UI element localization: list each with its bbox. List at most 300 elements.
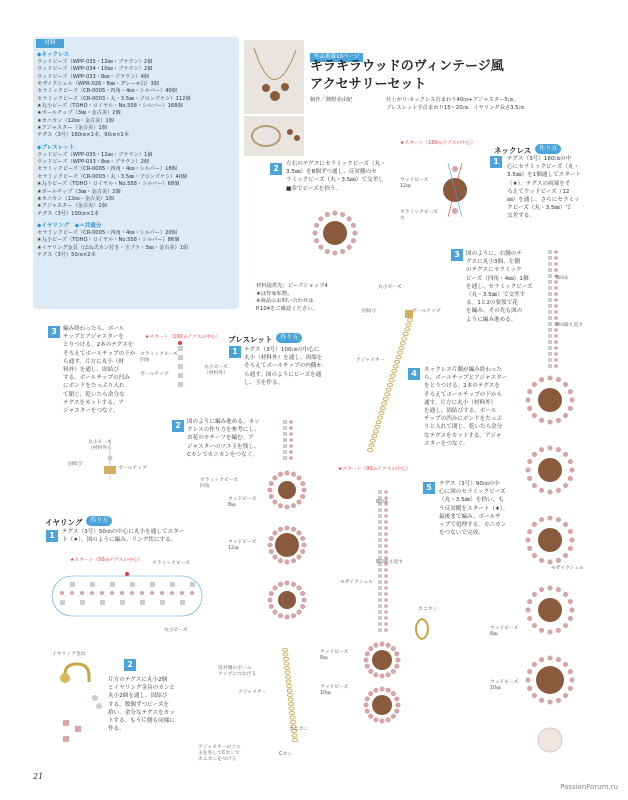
necklace-step4-text: ネックレス片側が編み終わった ら、ボールチップとアジャスター をとりつける。2本のテグスを そろえてボールチップの下から 通す。片方に丸小（材料外） を通し、固結びする。ボール チップの凹みにボンドをたっぷ りと入れて閉じ、乾いたら余分 なテグスをカットする。アジャ スターをつなぐ。	[424, 367, 508, 447]
ceramic-square-bead	[70, 582, 75, 587]
ceramic-round-bead	[351, 238, 356, 243]
ceramic-round-bead	[568, 476, 573, 481]
ceramic-round-bead	[556, 418, 561, 423]
bracelet-step1-number: 1	[229, 346, 241, 358]
ceramic-round-bead	[364, 658, 369, 663]
ceramic-round-bead	[570, 468, 575, 473]
wood-bead	[536, 666, 564, 694]
ceramic-round-bead	[532, 452, 537, 457]
label-maru-sho-step3: 丸小ビーズ （材料外）	[88, 440, 112, 451]
ceramic-round-bead	[526, 678, 531, 683]
necklace-step1-text: テグス（3号）160㎝の中 心にセラミックビーズ（丸・ 3.5㎜）を1個通してスタート （★）。テグスの両端をそ ろえてウッドビーズ（12 ㎜）を通し、さらにセラミッ クビーズ（丸・3.5㎜）で 交差する。	[507, 156, 581, 220]
lobster-clasp-icon	[412, 615, 432, 643]
seed-bead	[554, 286, 558, 290]
ceramic-round-bead	[347, 217, 352, 222]
ceramic-round-bead	[268, 543, 273, 548]
ceramic-square-bead	[548, 340, 552, 344]
ceramic-round-bead	[394, 709, 399, 714]
ceramic-round-bead	[563, 553, 568, 558]
start-marker	[178, 341, 182, 345]
ceramic-round-bead	[374, 672, 379, 677]
ceramic-round-bead	[563, 693, 568, 698]
seed-bead	[289, 456, 293, 460]
chain-link	[378, 416, 383, 419]
materials-panel	[33, 37, 239, 309]
seed-bead	[384, 508, 388, 512]
seed-bead	[384, 568, 388, 572]
label-wood8-mid: ウッドビーズ 8㎜	[320, 650, 349, 661]
chain-link	[389, 379, 394, 382]
chain-link	[403, 332, 408, 335]
materials-list	[37, 51, 237, 259]
wood-bead	[538, 458, 562, 482]
ceramic-round-bead	[568, 529, 573, 534]
chain-link	[399, 346, 404, 349]
necklace-step4-number: 4	[408, 368, 420, 380]
label-wood12-brace: ウッドビーズ 12㎜	[228, 540, 257, 551]
bracelet-title: ブレスレット	[228, 335, 273, 344]
ceramic-square-bead	[178, 382, 183, 387]
ceramic-round-bead	[563, 592, 568, 597]
ceramic-round-bead	[570, 678, 575, 683]
seed-bead	[160, 591, 164, 595]
seed-bead	[554, 292, 558, 296]
chain-link	[382, 402, 387, 405]
ceramic-round-bead	[268, 488, 273, 493]
seed-bead	[289, 450, 293, 454]
ceramic-square-bead	[378, 628, 382, 632]
material-line: モザイクシェル（WPR-026・8㎜・グレー×白）3個	[37, 81, 159, 88]
ceramic-round-bead	[365, 664, 370, 669]
ceramic-round-bead	[273, 610, 278, 615]
ceramic-round-bead	[300, 604, 305, 609]
label-tsuyu: アジャスターのツユ 玉を外してCカンで カニカンをつける	[198, 745, 241, 762]
adjuster-chain-diagram	[350, 300, 430, 470]
chain-link	[385, 393, 390, 396]
seed-bead	[384, 544, 388, 548]
material-line: テグス（3号）160㎝×1本、90㎝×1本	[37, 132, 129, 139]
chain-link	[369, 444, 374, 447]
seed-bead	[384, 514, 388, 518]
ceramic-round-bead	[532, 662, 537, 667]
seed-bead	[554, 262, 558, 266]
ceramic-round-bead	[300, 494, 305, 499]
ceramic-round-bead	[568, 546, 573, 551]
ceramic-round-bead	[548, 490, 553, 495]
ceramic-round-bead	[532, 623, 537, 628]
ceramic-round-bead	[313, 231, 318, 236]
ceramic-round-bead	[548, 420, 553, 425]
ceramic-round-bead	[563, 623, 568, 628]
necklace-materials-head: ◆ネックレス	[37, 52, 70, 58]
ceramic-square-bead	[283, 432, 287, 436]
ceramic-square-bead	[378, 508, 382, 512]
ceramic-round-bead	[394, 664, 399, 669]
ceramic-square-bead	[378, 490, 382, 494]
ceramic-round-bead	[568, 459, 573, 464]
ceramic-round-bead	[568, 686, 573, 691]
ceramic-square-bead	[548, 310, 552, 314]
chain-link	[283, 648, 288, 651]
ceramic-round-bead	[563, 452, 568, 457]
seed-bead	[170, 591, 174, 595]
bracelet-howto-tag: 作り方	[276, 333, 302, 343]
ceramic-round-bead	[374, 688, 379, 693]
ceramic-round-bead	[556, 657, 561, 662]
ceramic-square-bead	[378, 520, 382, 524]
ceramic-square-bead	[60, 600, 65, 605]
bracelet-materials-head: ◆ブレスレット	[37, 144, 75, 151]
ceramic-round-bead	[269, 549, 274, 554]
chain-link	[396, 356, 401, 359]
ceramic-round-bead	[291, 472, 296, 477]
earring-step2-number: 2	[124, 659, 136, 671]
ceramic-round-bead	[368, 646, 373, 651]
ceramic-round-bead	[278, 472, 283, 477]
ceramic-square-bead	[378, 514, 382, 518]
chain-link	[370, 439, 375, 442]
ceramic-square-bead	[548, 274, 552, 278]
chain-link	[293, 738, 298, 741]
chain-link	[287, 684, 292, 687]
chain-link	[390, 374, 395, 377]
material-line: ウッドビーズ（WPP-033・8㎜・ブラウン）4個	[37, 73, 150, 80]
ceramic-square-bead	[548, 346, 552, 350]
chain-link	[285, 671, 290, 674]
ceramic-square-bead	[378, 604, 382, 608]
ceramic-square-bead	[548, 280, 552, 284]
ceramic-square-bead	[548, 322, 552, 326]
ceramic-round-bead	[285, 560, 290, 565]
material-line: ★ボールチップ（3㎜・金古美）2個	[37, 110, 121, 117]
ceramic-square-bead	[190, 582, 195, 587]
material-line: セラミックビーズ（CR-0003・丸・3.5㎜・ブロンズケシ）112個	[37, 95, 191, 102]
ceramic-round-bead	[527, 546, 532, 551]
earring-materials	[37, 230, 237, 259]
chain-link	[400, 342, 405, 345]
chain-link	[408, 318, 413, 321]
ceramic-round-bead	[380, 674, 385, 679]
chain-link	[283, 653, 288, 656]
wood-bead	[278, 481, 296, 499]
ceramic-round-bead	[273, 555, 278, 560]
bracelet-strand-diagram	[265, 420, 315, 760]
label-musubi-step3: 固結び	[68, 462, 83, 467]
ceramic-round-bead	[351, 223, 356, 228]
label-mosaic-right: モザイクシェル	[551, 566, 585, 571]
ceramic-round-bead	[548, 656, 553, 661]
chain-link	[287, 689, 292, 692]
ceramic-round-bead	[396, 658, 401, 663]
seed-bead	[384, 622, 388, 626]
seed-bead	[150, 591, 154, 595]
wood-bead	[372, 650, 392, 670]
ceramic-round-bead	[556, 698, 561, 703]
ceramic-square-bead	[378, 538, 382, 542]
ceramic-square-bead	[100, 600, 105, 605]
label-ballchip-brace: ボールチップ	[140, 372, 169, 377]
ceramic-square-bead	[178, 355, 183, 360]
label-kanikan-brace: カニカン	[289, 727, 309, 732]
ceramic-round-bead	[570, 608, 575, 613]
ceramic-round-bead	[269, 481, 274, 486]
seed-bead	[384, 598, 388, 602]
bracelet-start-label: ★スタート（100㎝テグスの中心）	[145, 335, 221, 340]
ceramic-round-bead	[314, 223, 319, 228]
ceramic-round-bead	[325, 212, 330, 217]
label-wood12: ウッドビーズ 12㎜	[400, 178, 429, 189]
seed-bead	[554, 340, 558, 344]
ceramic-square-bead	[160, 600, 165, 605]
ceramic-round-bead	[568, 406, 573, 411]
chain-link	[379, 411, 384, 414]
ceramic-square-bead	[378, 544, 382, 548]
material-line: テグス（3号）100㎝×1本	[37, 210, 100, 217]
necklace-step3-number: 3	[451, 249, 463, 261]
chain-link	[285, 666, 290, 669]
ceramic-round-bead	[273, 586, 278, 591]
seed-bead	[554, 298, 558, 302]
necklace-step2-text: 左右のテグスにセラミックビーズ（丸・ 3.5㎜）を8個ずつ通し、反対側のセ ラミックビーズ（丸・3.5㎜）で交差し ■金でビーズを拾う。	[286, 161, 386, 192]
ceramic-round-bead	[340, 249, 345, 254]
ceramic-round-bead	[319, 245, 324, 250]
seed-bead	[190, 591, 194, 595]
chain-link	[392, 369, 397, 372]
ceramic-round-bead	[269, 536, 274, 541]
ceramic-round-bead	[291, 527, 296, 532]
seed-bead	[289, 444, 293, 448]
ceramic-square-bead	[548, 334, 552, 338]
label-maru-sho-brace: 丸小ビーズ （材料外）	[204, 365, 228, 376]
ceramic-square-bead	[90, 582, 95, 587]
ceramic-round-bead	[527, 529, 532, 534]
label-wood8-brace: ウッドビーズ 8㎜	[228, 497, 257, 508]
ceramic-round-bead	[568, 669, 573, 674]
ceramic-round-bead	[391, 646, 396, 651]
ceramic-round-bead	[394, 697, 399, 702]
ceramic-round-bead	[527, 406, 532, 411]
ceramic-round-bead	[532, 522, 537, 527]
ceramic-round-bead	[368, 669, 373, 674]
ceramic-round-bead	[563, 483, 568, 488]
ceramic-round-bead	[278, 558, 283, 563]
ceramic-square-bead	[140, 600, 145, 605]
label-kanikan-mid: カニカン	[418, 607, 438, 612]
feature-tag-label: 作品掲載10ページ	[310, 53, 363, 62]
ceramic-round-bead	[365, 697, 370, 702]
chain-link	[292, 734, 297, 737]
ceramic-round-bead	[285, 615, 290, 620]
ceramic-square-bead	[178, 346, 183, 351]
ceramic-round-bead	[291, 503, 296, 508]
material-line: ★丸小ビーズ（TOHO・ロイヤル・No.558・シルバー）68個	[37, 181, 180, 188]
ceramic-round-bead	[527, 459, 532, 464]
mosaic-shell-bead	[538, 728, 562, 752]
necklace-step2-number: 2	[270, 163, 282, 175]
ceramic-square-bead	[283, 420, 287, 424]
label-adjuster-brace: アジャスター	[238, 690, 267, 695]
ceramic-round-bead	[302, 598, 307, 603]
seed-bead	[140, 591, 144, 595]
chain-link	[288, 698, 293, 701]
start-marker	[125, 572, 129, 576]
chain-link	[388, 383, 393, 386]
ceramic-round-bead	[563, 413, 568, 418]
bracelet-step3-number: 3	[48, 326, 60, 338]
seed-bead	[554, 352, 558, 356]
seed-bead	[80, 591, 84, 595]
ceramic-round-bead	[291, 582, 296, 587]
label-wood10-mid: ウッドビーズ 10㎜	[320, 685, 349, 696]
ceramic-round-bead	[273, 531, 278, 536]
earring-step2-text: 片方のテグスに丸小2個 とイヤリング金具のカンと 丸小2個を通し、固結び する。数個ずつビーズを 拾い、余分なテグスをカッ トする。もう片側も同様に 作る。	[108, 677, 176, 733]
seed-bead	[289, 438, 293, 442]
label-ballchip-neck: ボールチップ	[412, 309, 441, 314]
ceramic-round-bead	[570, 398, 575, 403]
ceramic-square-bead	[283, 456, 287, 460]
seed-bead	[554, 256, 558, 260]
label-ball-end: 反対側のボール チップにつなげる	[218, 666, 257, 677]
ceramic-round-bead	[568, 389, 573, 394]
ceramic-round-bead	[365, 652, 370, 657]
finished-size: 仕上がり:ネックレス首まわり40㎝+アジャスター5㎝、 ブレスレット手首まわり15～20㎝、イヤリング長さ3.5㎝	[386, 97, 524, 111]
ceramic-round-bead	[300, 481, 305, 486]
material-line: ★丸小ビーズ（TOHO・ロイヤル・No.558・シルバー）168個	[37, 103, 183, 110]
earring-howto-tag: 作り方	[86, 516, 112, 526]
chain-link	[290, 716, 295, 719]
ceramic-round-bead	[526, 468, 531, 473]
ceramic-round-bead	[539, 587, 544, 592]
label-maru-sho-neck: 丸小ビーズ	[378, 285, 402, 290]
necklace-start90-label: ★スタート（90㎝テグスの中心）	[338, 467, 411, 472]
seed-bead	[384, 610, 388, 614]
material-line: ★カニカン（12㎜・金古美）1個	[37, 195, 114, 202]
ceramic-round-bead	[532, 693, 537, 698]
wood-bead	[538, 388, 562, 412]
ceramic-round-bead	[563, 522, 568, 527]
ceramic-round-bead	[386, 688, 391, 693]
bracelet-illustration	[244, 116, 304, 156]
chain-link	[375, 425, 380, 428]
seed-bead	[384, 532, 388, 536]
ceramic-round-bead	[526, 398, 531, 403]
material-line: ★丸小ビーズ（TOHO・ロイヤル・No.558・シルバー）86個	[37, 237, 180, 244]
seed-bead	[554, 358, 558, 362]
chain-link	[289, 707, 294, 710]
ceramic-round-bead	[300, 591, 305, 596]
seed-bead	[554, 304, 558, 308]
chain-link	[393, 365, 398, 368]
seed-bead	[384, 520, 388, 524]
ceramic-square-bead	[548, 286, 552, 290]
ceramic-round-bead	[539, 558, 544, 563]
ceramic-square-bead	[110, 582, 115, 587]
ceramic-round-bead	[297, 555, 302, 560]
ceramic-round-bead	[380, 719, 385, 724]
necklace-step1-number: 1	[490, 156, 502, 168]
earring-step1-text: テグス（3号）50㎝の中心に丸小を通してスター ト（★）。図のように編み、リング状にする。	[62, 529, 185, 544]
chain-link	[286, 680, 291, 683]
credit: 制作／篠野美由紀	[310, 97, 353, 103]
ceramic-round-bead	[556, 377, 561, 382]
seed-bead	[70, 591, 74, 595]
ceramic-round-bead	[539, 628, 544, 633]
label-maru-sho-ear: 丸小ビーズ	[164, 628, 188, 633]
ceramic-round-bead	[269, 494, 274, 499]
chain-link	[290, 711, 295, 714]
chain-link	[398, 351, 403, 354]
chain-link	[405, 328, 410, 331]
necklace-step5-text: テグス（3号）90㎝の中 心に図のセラミックビーズ （丸・3.5㎜）を拾い、も う反対側をスタート（★）。 最後まで編み、ボールチ ップで処理する。カニカン をつないで完成。	[439, 481, 509, 537]
seed-bead	[384, 628, 388, 632]
ceramic-square-bead	[378, 550, 382, 554]
ceramic-round-bead	[568, 616, 573, 621]
ceramic-round-bead	[364, 703, 369, 708]
chain-link	[386, 388, 391, 391]
ceramic-round-bead	[563, 662, 568, 667]
ceramic-round-bead	[333, 251, 338, 256]
seed-bead	[130, 591, 134, 595]
label-earring-hw: イヤリング金具	[52, 652, 86, 657]
label-wood10-right: ウッドビーズ 10㎜	[490, 680, 519, 691]
ceramic-round-bead	[353, 231, 358, 236]
ceramic-round-bead	[556, 447, 561, 452]
ceramic-square-bead	[378, 580, 382, 584]
ceramic-round-bead	[556, 628, 561, 633]
label-rep8b-mid: 8回繰り返す	[376, 560, 404, 565]
material-line: テグス（3号）50㎝×2本	[37, 251, 96, 258]
ceramic-round-bead	[333, 211, 338, 216]
chain-link	[286, 675, 291, 678]
ceramic-round-bead	[391, 669, 396, 674]
ceramic-round-bead	[548, 516, 553, 521]
ceramic-square-bead	[283, 438, 287, 442]
ceramic-round-bead	[548, 446, 553, 451]
seed-bead	[554, 346, 558, 350]
bracelet-photo	[244, 116, 304, 156]
seed-bead	[384, 490, 388, 494]
bracelet-materials	[37, 152, 237, 218]
necklace-start-label: ★スタート（160㎝テグスの中心）	[400, 141, 476, 146]
seed-bead	[384, 580, 388, 584]
wood-bead	[323, 221, 347, 245]
bracelet-heading	[228, 327, 302, 346]
label-ceramic-round: セラミックビーズ 丸	[400, 210, 438, 221]
ceramic-round-bead	[291, 558, 296, 563]
ceramic-round-bead	[300, 536, 305, 541]
watermark: PassionForum.ru	[560, 783, 618, 791]
ceramic-square-bead	[378, 532, 382, 536]
ceramic-round-bead	[278, 613, 283, 618]
seed-bead	[60, 591, 64, 595]
ceramic-square-bead	[548, 268, 552, 272]
ceramic-round-bead	[563, 382, 568, 387]
necklace-step1-diagram	[398, 155, 478, 235]
ceramic-square-bead	[378, 574, 382, 578]
chain-link	[291, 720, 296, 723]
ceramic-round-bead	[285, 581, 290, 586]
material-line: セラミックビーズ（CR-0005・四角・4㎜・シルバー）20個	[37, 229, 177, 236]
material-line: ウッドビーズ（WPP-035・12㎜・ブラウン）2個	[37, 59, 153, 65]
ceramic-round-bead	[285, 526, 290, 531]
seed-bead	[554, 250, 558, 254]
earring-step1-number: 1	[46, 530, 58, 542]
ceramic-square-bead	[548, 256, 552, 260]
seed-bead	[554, 334, 558, 338]
ceramic-round-bead	[394, 652, 399, 657]
ceramic-square-bead	[378, 586, 382, 590]
ceramic-round-bead	[269, 604, 274, 609]
